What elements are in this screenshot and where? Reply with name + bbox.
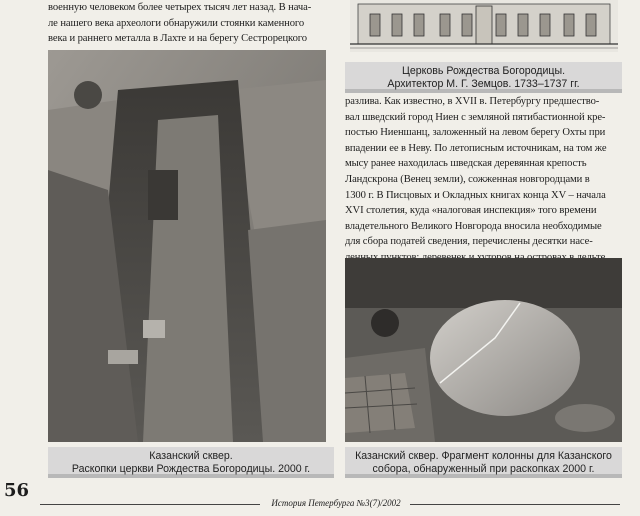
church-caption [345,62,622,93]
church-engraving [350,0,618,52]
caption-line: Раскопки церкви Рождества Богородицы. 2000 г. [71,462,311,475]
column-fragment-photo [345,258,622,442]
footer-rule [40,504,260,505]
caption-line: Церковь Рождества Богородицы. [401,65,566,77]
footer-rule [410,504,620,505]
caption-line: Архитектор М. Г. Земцов. 1733–1737 гг. [387,77,580,90]
text-line: мысу ранее находилась шведская деревянная крепость [345,158,587,170]
text-line: впадении ее в Неву. По летописным источникам, на том же [345,142,607,154]
caption-line: Казанский сквер. [149,450,233,462]
text-line: постью Ниеншанц, заложенный на левом берегу Охты при [345,127,606,139]
text-line: 1300 г. В Писцовых и Окладных книгах конца XV – начала [345,189,606,201]
footer [40,498,620,512]
page-number: 56 [4,480,30,501]
excavation-photo [48,50,326,442]
caption-line: Казанский сквер. Фрагмент колонны для Казанского [355,450,612,462]
text-line: владетельного Великого Новгорода вносила необходимые [345,220,602,232]
caption-line: собора, обнаруженный при раскопках 2000 г. [372,462,595,475]
text-line: ле нашего века археологи обнаружили стоянки каменного [48,17,305,29]
text-line: разлива. Как известно, в XVII в. Петербургу предшество- [345,96,600,107]
text-line: XVI столетия, куда «налоговая инспекция» того времени [345,205,597,217]
column-caption [345,447,622,478]
text-line: военную человеком более четырех тысяч лет назад. В нача- [48,2,312,13]
text-line: вал шведский город Ниен с земляной пятибастионной кре- [345,111,606,123]
intro-paragraph [48,0,328,47]
excavation-caption [48,447,334,478]
text-line: для сбора податей сведения, перечислены десятки насе- [345,236,593,248]
text-line: Ландскрона (Венец земли), сожженная новгородцами в [345,173,590,185]
text-line: века и раннего металла в Лахте и на берегу Сестрорецкого [48,33,307,45]
body-paragraph [345,94,622,281]
footer-title: История Петербурга №3(7)/2002 [271,498,401,508]
